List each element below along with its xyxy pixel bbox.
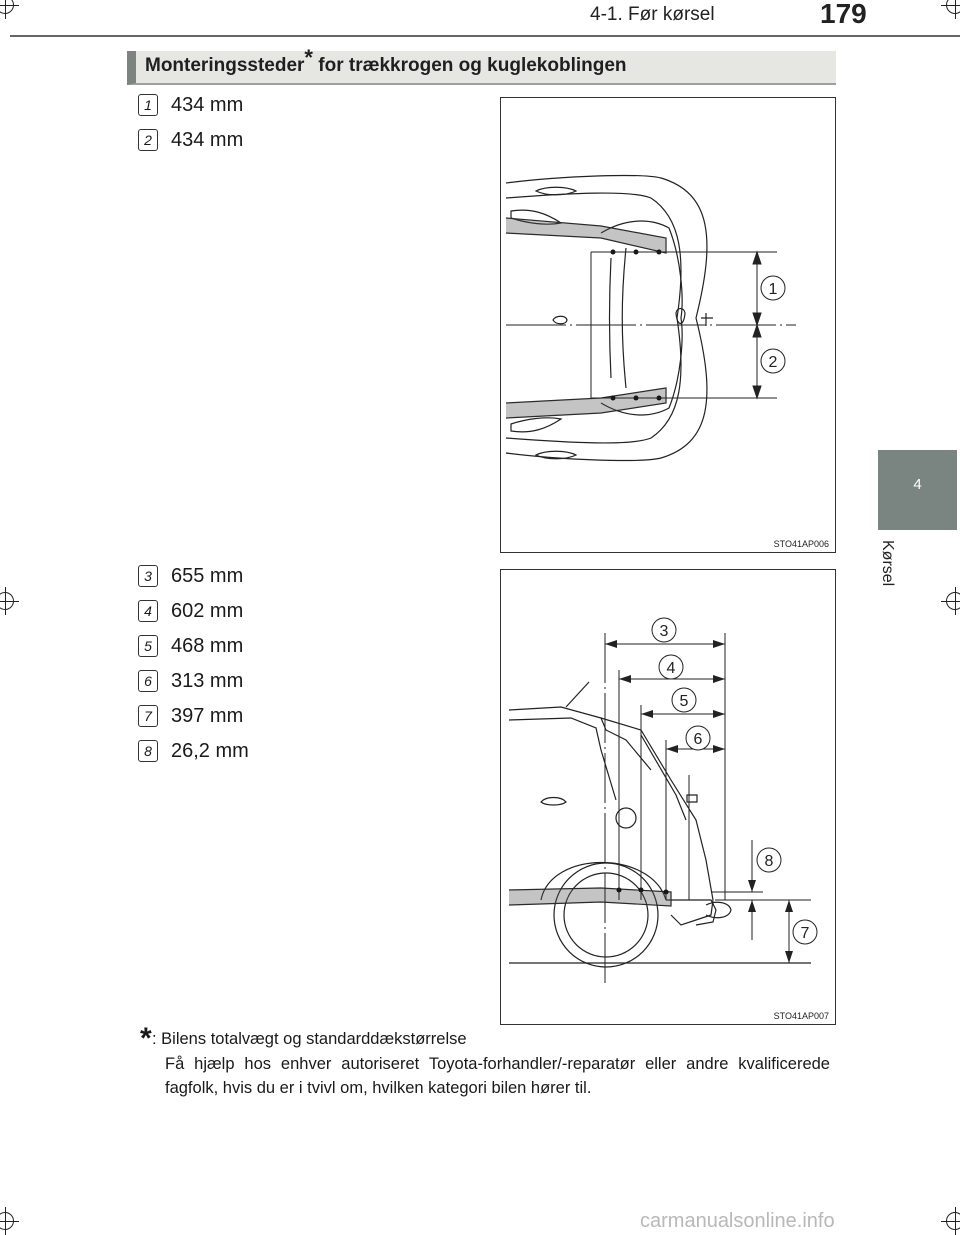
item-value: 397 mm [171,704,244,727]
rear-top-view-illustration [501,98,835,552]
page-number: 179 [820,0,867,29]
item-value: 468 mm [171,634,244,657]
figure-code: STO41AP006 [773,539,829,549]
footnote-body: Få hjælp hos enhver autoriseret Toyota-forhandler/-reparatør eller andre kvalificerede fagfolk, hvis du er i tvivl om, hvilken kategori bilen hører til. [165,1055,830,1097]
chapter-label [870,540,910,620]
header-rule [10,35,960,37]
item-badge: 2 [138,129,158,151]
chapter-label-text: Kørsel [879,540,896,587]
figure-side-view [500,569,836,1025]
header-section: 4-1. Før kørsel [590,4,715,25]
item-badge: 3 [138,565,158,587]
crop-mark-icon [946,0,960,14]
item-badge: 8 [138,740,158,762]
crop-mark-icon [0,0,14,14]
item-badge: 5 [138,635,158,657]
figure-top-view [500,97,836,553]
footnote-star-marker: * [304,45,313,70]
dimension-item-8 [138,738,249,764]
callout-7: 7 [800,925,810,942]
dimension-item-1 [138,92,243,118]
crop-mark-icon [0,592,14,610]
item-badge: 1 [138,94,158,116]
item-badge: 7 [138,705,158,727]
chapter-number: 4 [913,476,922,493]
item-value: 655 mm [171,564,244,587]
dimension-item-4 [138,598,243,624]
callout-5: 5 [679,693,689,710]
section-title [145,45,627,77]
callout-8: 8 [764,853,774,870]
dimension-item-6 [138,668,243,694]
callout-3: 3 [659,623,669,640]
item-value: 434 mm [171,93,244,116]
dimension-item-2 [138,127,243,153]
section-title-rest: for trækkrogen og kuglekoblingen [312,55,627,76]
footnote-star: * [140,1022,152,1055]
crop-mark-icon [946,1212,960,1230]
dimension-item-5 [138,633,243,659]
rear-side-view-illustration [501,570,835,1024]
item-value: 602 mm [171,599,244,622]
figure-code: STO41AP007 [773,1011,829,1021]
watermark: carmanualsonline.info [640,1210,835,1232]
callout-2: 2 [768,354,778,371]
callout-6: 6 [693,731,703,748]
item-badge: 6 [138,670,158,692]
item-value: 313 mm [171,669,244,692]
crop-mark-icon [0,1212,14,1230]
item-badge: 4 [138,600,158,622]
footnote-heading: : Bilens totalvægt og standarddækstørrelse [152,1030,467,1048]
item-value: 434 mm [171,128,244,151]
callout-1: 1 [768,281,778,298]
dimension-item-7 [138,703,243,729]
crop-mark-icon [946,592,960,610]
dimension-item-3 [138,563,243,589]
item-value: 26,2 mm [171,739,249,762]
callout-4: 4 [666,660,676,677]
section-title-main: Monteringssteder [145,55,305,76]
